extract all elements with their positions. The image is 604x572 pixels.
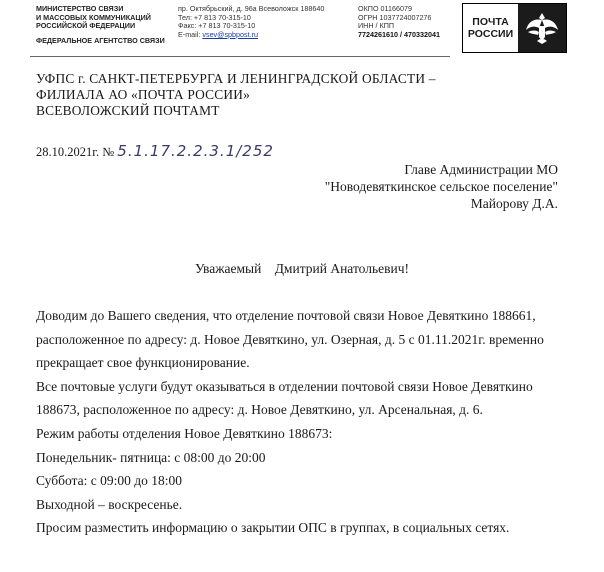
salutation-word: Уважаемый: [194, 261, 262, 276]
logo-line: ПОЧТА: [472, 16, 509, 28]
body-line: Доводим до Вашего сведения, что отделение почтовой связи Новое Девяткино 188661,: [36, 308, 536, 323]
addressee-line: Майорову Д.А.: [470, 196, 558, 211]
heading-line: УФПС г. САНКТ-ПЕТЕРБУРГА И ЛЕНИНГРАДСКОЙ ОБЛАСТИ –: [36, 71, 436, 86]
body-line: Режим работы отделения Новое Девяткино 188673:: [36, 425, 333, 441]
body-line: Понедельник- пятница: с 08:00 до 20:00: [36, 449, 266, 465]
postal-address-block: [178, 5, 324, 39]
body-line: Просим разместить информацию о закрытии ОПС в группах, в социальных сетях.: [36, 520, 510, 536]
email-link[interactable]: vsev@spbpost.ru: [202, 29, 259, 39]
address-line: пр. Октябрьский, д. 96а Всеволожск 188640: [178, 4, 325, 13]
header-divider: [30, 56, 450, 57]
email-line: [178, 31, 324, 40]
email-label: E-mail:: [178, 29, 201, 39]
number-sign: №: [102, 145, 115, 159]
heading-line: ФИЛИАЛА АО «ПОЧТА РОССИИ»: [36, 87, 251, 102]
date-and-number: [36, 142, 274, 160]
agency-name: ФЕДЕРАЛЬНОЕ АГЕНТСТВО СВЯЗИ: [36, 35, 165, 45]
eagle-emblem-icon: [518, 4, 566, 52]
okpo-code: ОКПО 01166079: [358, 4, 412, 13]
body-line: Выходной – воскресенье.: [36, 496, 183, 512]
body-line: 188673, расположенное по адресу: д. Новое Девяткино, ул. Арсенальная, д. 6.: [36, 402, 483, 418]
inn-kpp-label: ИНН / КПП: [358, 21, 395, 31]
body-line: Суббота: с 09:00 до 18:00: [36, 473, 182, 489]
logo-text: [463, 4, 518, 52]
body-line: Все почтовые услуги будут оказываться в отделении почтовой связи Новое Девяткино: [36, 378, 533, 394]
letter-body: [36, 304, 562, 540]
sender-organization: [36, 71, 436, 119]
ministry-block: [36, 5, 165, 45]
russian-post-logo: [462, 3, 567, 53]
ogrn-code: ОГРН 1037724007276: [358, 12, 432, 22]
addressee-block: [325, 161, 558, 212]
addressee-line: "Новодевяткинское сельское поселение": [324, 179, 558, 194]
ministry-line: МИНИСТЕРСТВО СВЯЗИ: [36, 4, 124, 13]
letter-date: 28.10.2021г.: [36, 145, 100, 159]
ministry-line: И МАССОВЫХ КОММУНИКАЦИЙ: [36, 12, 151, 22]
phone-line: Тел: +7 813 70-315-10: [178, 12, 251, 22]
registration-codes: [358, 5, 440, 39]
body-line: прекращает свое функционирование.: [36, 355, 250, 371]
logo-line: РОССИИ: [467, 28, 514, 40]
salutation: [0, 261, 604, 277]
inn-kpp-value: 7724261610 / 470332041: [358, 29, 440, 39]
salutation-name: Дмитрий Анатольевич!: [274, 261, 410, 276]
ministry-line: РОССИЙСКОЙ ФЕДЕРАЦИИ: [36, 21, 136, 31]
addressee-line: Главе Администрации МО: [404, 162, 558, 177]
body-line: расположенное по адресу: д. Новое Девяткино, ул. Озерная, д. 5 с 01.11.2021г. временно: [36, 331, 544, 347]
heading-line: ВСЕВОЛОЖСКИЙ ПОЧТАМТ: [36, 103, 220, 118]
registration-number: 5.1.17.2.2.3.1/252: [117, 142, 274, 160]
fax-line: Факс: +7 813 70-315-10: [178, 21, 256, 31]
